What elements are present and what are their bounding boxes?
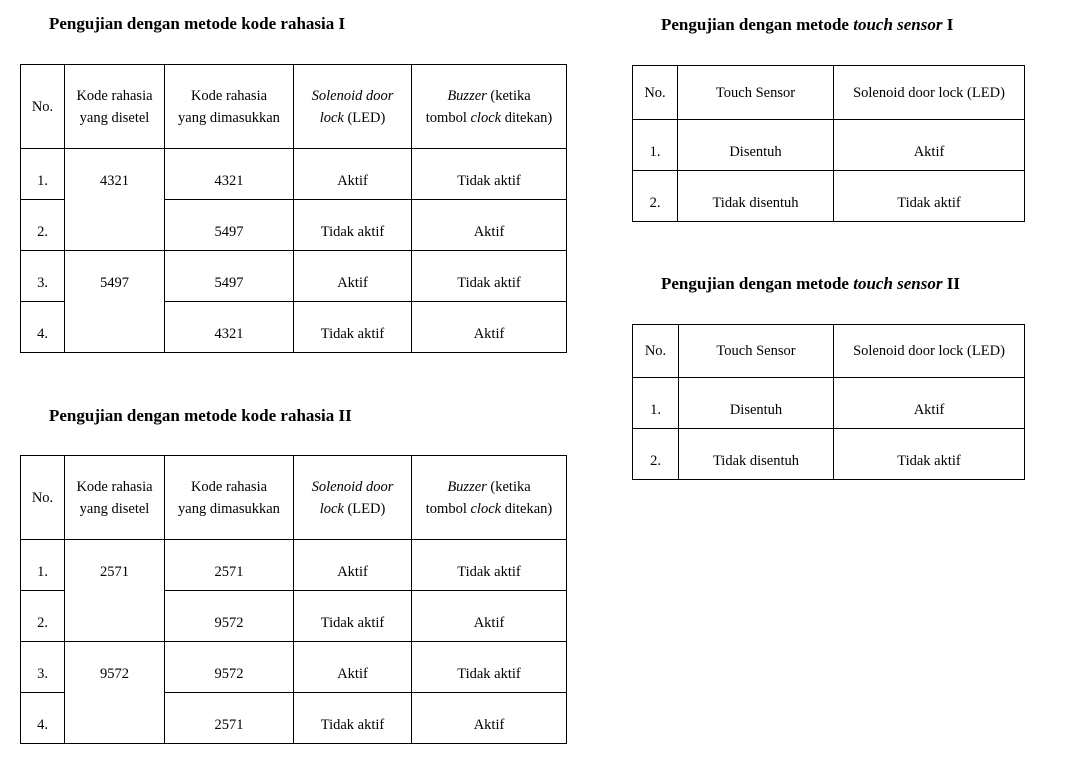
table-row [633,378,1025,429]
header-row [21,65,567,149]
cell-entered-code: 4321 [165,302,294,353]
cell-no: 1. [633,120,678,171]
table-row [21,540,567,591]
table-row [633,171,1025,222]
col-solenoid: Solenoid door lock (LED) [834,66,1025,120]
cell-solenoid: Tidak aktif [834,429,1025,480]
touch-sensor-table-1 [632,65,1025,222]
table2-title: Pengujian dengan metode kode rahasia II [49,406,352,425]
cell-buzzer: Aktif [412,591,567,642]
cell-no: 4. [21,302,65,353]
table1-title: Pengujian dengan metode kode rahasia I [49,14,346,33]
cell-buzzer: Tidak aktif [412,540,567,591]
header-row [633,66,1025,120]
cell-entered-code: 5497 [165,251,294,302]
col-no: No. [633,66,678,120]
cell-set-code: 5497 [65,251,165,353]
cell-touch-sensor: Tidak disentuh [679,429,834,480]
cell-no: 1. [21,149,65,200]
table4-title: Pengujian dengan metode touch sensor II [661,274,960,293]
cell-entered-code: 4321 [165,149,294,200]
cell-buzzer: Aktif [412,693,567,744]
cell-no: 2. [633,429,679,480]
table-row [21,642,567,693]
cell-solenoid: Tidak aktif [294,302,412,353]
table-row [633,429,1025,480]
cell-entered-code: 5497 [165,200,294,251]
cell-set-code: 9572 [65,642,165,744]
col-buzzer: Buzzer (ketika tombol clock ditekan) [412,456,567,540]
cell-no: 3. [21,642,65,693]
secret-code-table-2 [20,455,567,744]
table-row [21,251,567,302]
cell-buzzer: Tidak aktif [412,642,567,693]
cell-no: 1. [21,540,65,591]
col-no: No. [633,325,679,378]
cell-solenoid: Tidak aktif [834,171,1025,222]
col-solenoid: Solenoid door lock (LED) [294,456,412,540]
col-set-code: Kode rahasia yang disetel [65,456,165,540]
cell-solenoid: Aktif [294,540,412,591]
cell-no: 4. [21,693,65,744]
cell-solenoid: Aktif [294,251,412,302]
cell-entered-code: 9572 [165,642,294,693]
col-buzzer: Buzzer (ketika tombol clock ditekan) [412,65,567,149]
col-solenoid: Solenoid door lock (LED) [294,65,412,149]
cell-buzzer: Aktif [412,302,567,353]
col-touch-sensor: Touch Sensor [678,66,834,120]
col-no: No. [21,65,65,149]
cell-solenoid: Aktif [294,149,412,200]
cell-set-code: 4321 [65,149,165,251]
col-set-code: Kode rahasia yang disetel [65,65,165,149]
col-solenoid: Solenoid door lock (LED) [834,325,1025,378]
header-row [633,325,1025,378]
cell-touch-sensor: Disentuh [679,378,834,429]
cell-no: 3. [21,251,65,302]
table-row [21,149,567,200]
col-entered-code: Kode rahasia yang dimasukkan [165,456,294,540]
col-touch-sensor: Touch Sensor [679,325,834,378]
secret-code-table-1 [20,64,567,353]
cell-solenoid: Aktif [834,120,1025,171]
table3-title: Pengujian dengan metode touch sensor I [661,15,954,34]
cell-solenoid: Tidak aktif [294,591,412,642]
cell-no: 2. [633,171,678,222]
cell-entered-code: 2571 [165,540,294,591]
cell-buzzer: Tidak aktif [412,251,567,302]
cell-no: 2. [21,200,65,251]
cell-entered-code: 9572 [165,591,294,642]
table-row [633,120,1025,171]
col-entered-code: Kode rahasia yang dimasukkan [165,65,294,149]
cell-buzzer: Tidak aktif [412,149,567,200]
cell-solenoid: Tidak aktif [294,200,412,251]
cell-touch-sensor: Tidak disentuh [678,171,834,222]
cell-solenoid: Aktif [834,378,1025,429]
cell-no: 1. [633,378,679,429]
cell-no: 2. [21,591,65,642]
col-no: No. [21,456,65,540]
cell-solenoid: Tidak aktif [294,693,412,744]
cell-touch-sensor: Disentuh [678,120,834,171]
cell-buzzer: Aktif [412,200,567,251]
cell-set-code: 2571 [65,540,165,642]
cell-entered-code: 2571 [165,693,294,744]
cell-solenoid: Aktif [294,642,412,693]
touch-sensor-table-2 [632,324,1025,480]
header-row [21,456,567,540]
